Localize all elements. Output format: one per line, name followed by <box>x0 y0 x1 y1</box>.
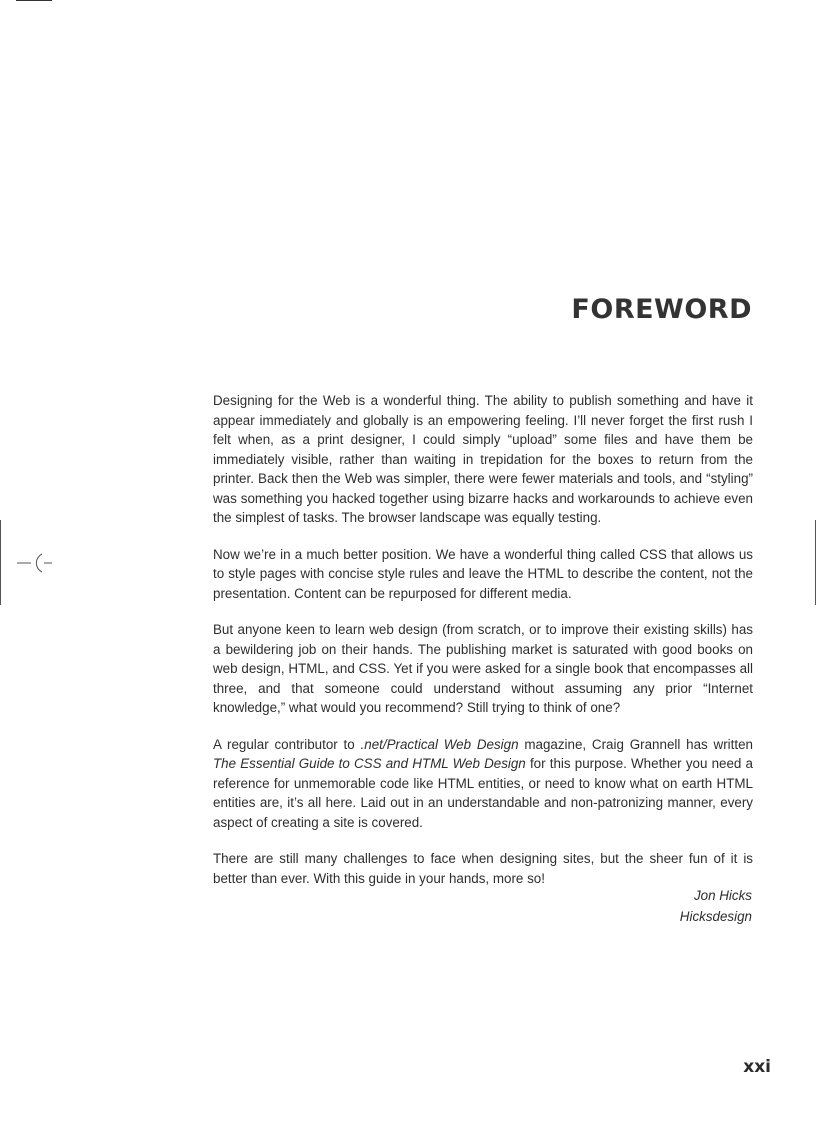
page-number: xxi <box>743 1057 771 1077</box>
page-title: FOREWORD <box>571 294 752 325</box>
paragraph-4-part-2: magazine, Craig Grannell has written <box>518 736 753 752</box>
signature <box>680 886 752 927</box>
paragraph-4-part-3: for this purpose. Whether you need a reference for unmemorable code like HTML entities, or need to know what on earth HTML entities are, it’s all here. Laid out in an understandable and non-patronizing manner, every aspect of creating a site is covered. <box>213 756 753 830</box>
crop-mark-top <box>16 0 52 1</box>
foreword-body <box>213 391 753 905</box>
book-title: The Essential Guide to CSS and HTML Web Design <box>213 756 526 771</box>
paragraph-4-part-1: A regular contributor to <box>213 736 361 752</box>
paragraph-1: Designing for the Web is a wonderful thing. The ability to publish something and have it appear immediately and globally is an empowering feeling. I’ll never forget the first rush I felt when, as a print designer, I could simply “upload” some files and have them be immediately visible, rather than waiting in trepidation for the boxes to return from the printer. Back then the Web was simpler, there were fewer materials and tools, and “styling” was something you hacked together using bizarre hacks and workarounds to achieve even the simplest of tasks. The browser landscape was equally testing. <box>213 393 753 525</box>
paragraph-2: Now we’re in a much better position. We have a wonderful thing called CSS that allows us to style pages with concise style rules and leave the HTML to describe the content, not the presentation. Content can be repurposed for different media. <box>213 546 753 601</box>
registration-mark-icon <box>16 549 56 577</box>
margin-rule-left <box>0 520 1 605</box>
magazine-title: .net/Practical Web Design <box>360 736 519 752</box>
signature-name: Jon Hicks <box>693 888 752 903</box>
paragraph-5: There are still many challenges to face when designing sites, but the sheer fun of it is better than ever. With this guide in your hands, more so! <box>213 851 753 886</box>
paragraph-4 <box>213 735 753 833</box>
signature-company: Hicksdesign <box>679 908 752 924</box>
paragraph-3: But anyone keen to learn web design (from scratch, or to improve their existing skills) has a bewildering job on their hands. The publishing market is saturated with good books on web design, HTML, and CSS. Yet if you were asked for a single book that encompasses all three, and that someone could understand without assuming any prior “Internet knowledge,” what would you recommend? Still trying to think of one? <box>213 622 753 715</box>
